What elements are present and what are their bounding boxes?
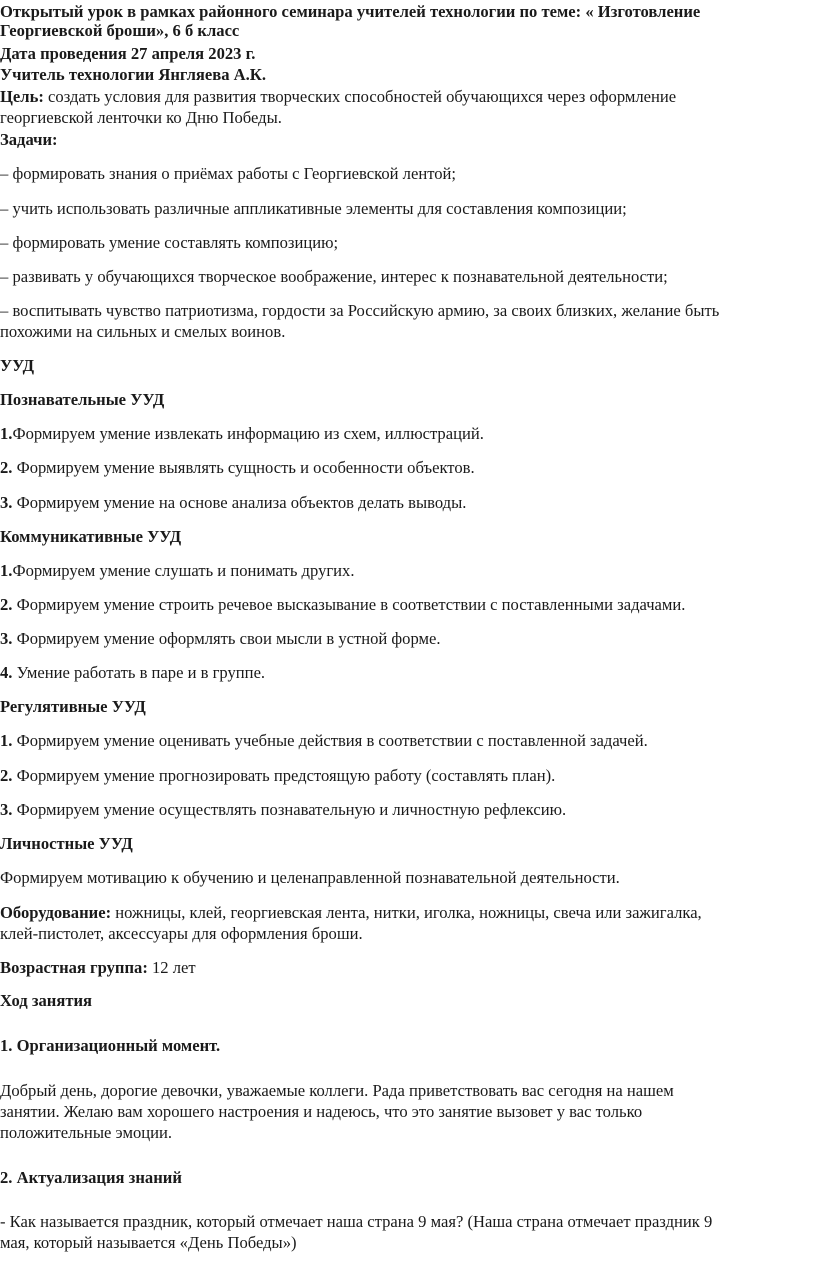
goal-label: Цель: [0, 87, 44, 106]
goal-line-2: георгиевской ленточки ко Дню Победы. [0, 108, 282, 127]
section-2-line-2: мая, который называется «День Победы») [0, 1233, 297, 1252]
goal-line-1 [0, 87, 810, 106]
age-group-value: 12 лет [147, 958, 196, 977]
personal-uud-text: Формируем мотивацию к обучению и целенаправленной познавательной деятельности. [0, 868, 620, 887]
communicative-uud-heading: Коммуникативные УУД [0, 527, 182, 546]
personal-uud-heading: Личностные УУД [0, 834, 133, 853]
communicative-item-2: 2. Формируем умение строить речевое высказывание в соответствии с поставленными задачами. [0, 595, 686, 614]
section-2-line-1: - Как называется праздник, который отмечает наша страна 9 мая? (Наша страна отмечает праздник 9 [0, 1212, 713, 1231]
equipment-label: Оборудование: [0, 903, 112, 922]
section-1-line-1: Добрый день, дорогие девочки, уважаемые коллеги. Рада приветствовать вас сегодня на нашем [0, 1081, 674, 1100]
title-line-2: Георгиевской броши», 6 б класс [0, 21, 240, 40]
task-item-4: – развивать у обучающихся творческое воображение, интерес к познавательной деятельности; [0, 267, 668, 286]
uud-heading: УУД [0, 356, 35, 375]
task-item-3: – формировать умение составлять композицию; [0, 233, 339, 252]
lesson-flow-heading: Ход занятия [0, 991, 93, 1010]
communicative-item-4: 4. Умение работать в паре и в группе. [0, 663, 266, 682]
cognitive-item-2: 2. Формируем умение выявлять сущность и особенности объектов. [0, 458, 475, 477]
communicative-item-3: 3. Формируем умение оформлять свои мысли в устной форме. [0, 629, 441, 648]
cognitive-item-3: 3. Формируем умение на основе анализа объектов делать выводы. [0, 493, 467, 512]
task-item-5-line-1: – воспитывать чувство патриотизма, гордости за Российскую армию, за своих близких, желание быть [0, 301, 720, 320]
section-1-line-3: положительные эмоции. [0, 1123, 173, 1142]
teacher-name: Учитель технологии Янгляева А.К. [0, 65, 266, 84]
communicative-item-1: 1.Формируем умение слушать и понимать других. [0, 561, 355, 580]
equipment-line-1: Оборудование: ножницы, клей, георгиевская лента, нитки, иголка, ножницы, свеча или зажигалка, [0, 903, 702, 922]
regulatory-uud-heading: Регулятивные УУД [0, 697, 146, 716]
section-1-line-2: занятии. Желаю вам хорошего настроения и надеюсь, что это занятие вызовет у вас только [0, 1102, 643, 1121]
age-group [0, 958, 810, 977]
lesson-date: Дата проведения 27 апреля 2023 г. [0, 44, 256, 63]
cognitive-item-1: 1.Формируем умение извлекать информацию из схем, иллюстраций. [0, 424, 484, 443]
task-item-1: – формировать знания о приёмах работы с Георгиевской лентой; [0, 164, 457, 183]
regulatory-item-2: 2. Формируем умение прогнозировать предстоящую работу (составлять план). [0, 766, 556, 785]
regulatory-item-1: 1. Формируем умение оценивать учебные действия в соответствии с поставленной задачей. [0, 731, 648, 750]
goal-text: создать условия для развития творческих способностей обучающихся через оформление [43, 87, 677, 106]
section-1-heading: 1. Организационный момент. [0, 1036, 221, 1055]
cognitive-uud-heading: Познавательные УУД [0, 390, 165, 409]
regulatory-item-3: 3. Формируем умение осуществлять познавательную и личностную рефлексию. [0, 800, 567, 819]
section-2-heading: 2. Актуализация знаний [0, 1168, 182, 1187]
tasks-heading: Задачи: [0, 130, 58, 149]
equipment-line-2: клей-пистолет, аксессуары для оформления броши. [0, 924, 363, 943]
task-item-2: – учить использовать различные аппликативные элементы для составления композиции; [0, 199, 627, 218]
age-group-label: Возрастная группа: [0, 958, 148, 977]
title-line-1: Открытый урок в рамках районного семинара учителей технологии по теме: « Изготовление [0, 2, 701, 21]
task-item-5-line-2: похожими на сильных и смелых воинов. [0, 322, 286, 341]
